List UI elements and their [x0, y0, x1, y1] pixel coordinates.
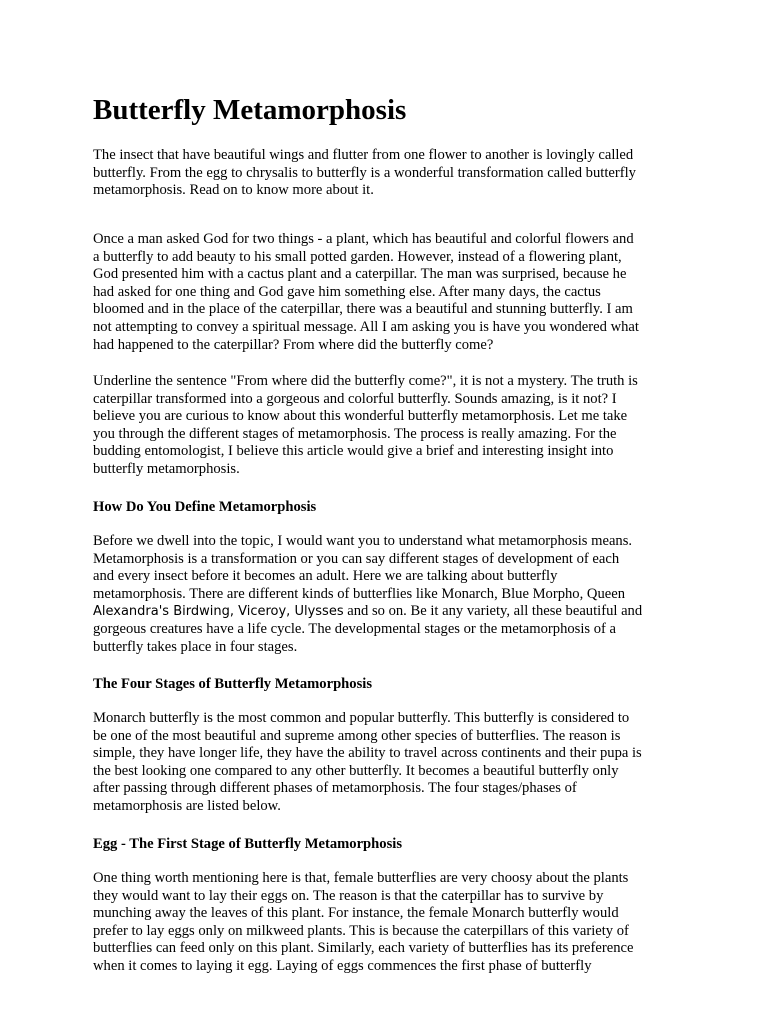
text-line	[93, 603, 683, 621]
text-line: caterpillar transformed into a gorgeous and colorful butterfly. Sounds amazing, is it not? I	[93, 390, 617, 407]
text-line: believe you are curious to know about this wonderful butterfly metamorphosis. Let me take	[93, 408, 628, 425]
text-line: Metamorphosis is a transformation or you can say different stages of development of each	[93, 550, 620, 567]
underline-paragraph	[93, 373, 683, 479]
text-line: metamorphosis. Read on to know more about it.	[93, 182, 374, 199]
butterfly-names: Alexandra's Birdwing, Viceroy, Ulysses	[93, 604, 344, 620]
text-line: metamorphosis. There are different kinds of butterflies like Monarch, Blue Morpho, Queen	[93, 585, 625, 602]
text-line: prefer to lay eggs only on milkweed plants. This is because the caterpillars of this variety of	[93, 922, 629, 939]
text-line: budding entomologist, I believe this article would give a brief and interesting insight into	[93, 443, 614, 460]
intro-paragraph	[93, 147, 683, 200]
text-line: and every insect before it becomes an adult. Here we are talking about butterfly	[93, 568, 558, 585]
text-line: Underline the sentence "From where did the butterfly come?", it is not a mystery. The truth is	[93, 373, 638, 389]
text-line: butterfly metamorphosis.	[93, 460, 240, 477]
text-line: Monarch butterfly is the most common and popular butterfly. This butterfly is considered to	[93, 710, 630, 726]
text-line: you through the different stages of metamorphosis. The process is really amazing. For the	[93, 425, 617, 442]
text-line: had happened to the caterpillar? From where did the butterfly come?	[93, 336, 494, 353]
text-line: metamorphosis are listed below.	[93, 797, 281, 814]
text-line: a butterfly to add beauty to his small potted garden. However, instead of a flowering plant,	[93, 248, 622, 265]
text-line: The insect that have beautiful wings and flutter from one flower to another is lovingly called	[93, 147, 634, 163]
text-line: not attempting to convey a spiritual message. All I am asking you is have you wondered what	[93, 318, 639, 335]
text-line: had asked for one thing and God gave him something else. After many days, the cactus	[93, 283, 601, 300]
text-line: Once a man asked God for two things - a plant, which has beautiful and colorful flowers and	[93, 231, 634, 247]
text-line: God presented him with a cactus plant and a caterpillar. The man was surprised, because he	[93, 266, 627, 283]
text-line: simple, they have longer life, they have the ability to travel across continents and their pupa is	[93, 745, 642, 762]
heading-egg-stage: Egg - The First Stage of Butterfly Metamorphosis	[93, 836, 402, 852]
text-line: One thing worth mentioning here is that, female butterflies are very choosy about the plants	[93, 870, 629, 886]
monarch-paragraph	[93, 710, 683, 816]
text-line: butterfly takes place in four stages.	[93, 638, 298, 655]
text-line: bloomed and in the place of the caterpillar, there was a beautiful and stunning butterfly. I am	[93, 301, 633, 318]
text-line: butterfly. From the egg to chrysalis to butterfly is a wonderful transformation called butterfly	[93, 164, 636, 181]
text-line: munching away the leaves of this plant. For instance, the female Monarch butterfly would	[93, 905, 619, 922]
text-line: after passing through different phases of metamorphosis. The four stages/phases of	[93, 780, 577, 797]
define-paragraph	[93, 533, 683, 656]
story-paragraph	[93, 231, 683, 354]
text-line: butterflies can feed only on this plant. Similarly, each variety of butterflies has its preference	[93, 940, 634, 957]
page-title: Butterfly Metamorphosis	[93, 94, 407, 126]
text-line: the best looking one compared to any other butterfly. It becomes a beautiful butterfly only	[93, 762, 619, 779]
text-line: gorgeous creatures have a life cycle. The developmental stages or the metamorphosis of a	[93, 620, 617, 637]
text-line: they would want to lay their eggs on. The reason is that the caterpillar has to survive by	[93, 887, 604, 904]
text-line-rest: and so on. Be it any variety, all these beautiful and	[343, 603, 643, 620]
egg-paragraph	[93, 870, 683, 976]
heading-four-stages: The Four Stages of Butterfly Metamorphosis	[93, 676, 373, 692]
text-line: Before we dwell into the topic, I would want you to understand what metamorphosis means.	[93, 533, 633, 549]
text-line: be one of the most beautiful and supreme among other species of butterflies. The reason is	[93, 727, 621, 744]
text-line: when it comes to laying it egg. Laying of eggs commences the first phase of butterfly	[93, 957, 592, 974]
heading-define-metamorphosis: How Do You Define Metamorphosis	[93, 499, 317, 515]
